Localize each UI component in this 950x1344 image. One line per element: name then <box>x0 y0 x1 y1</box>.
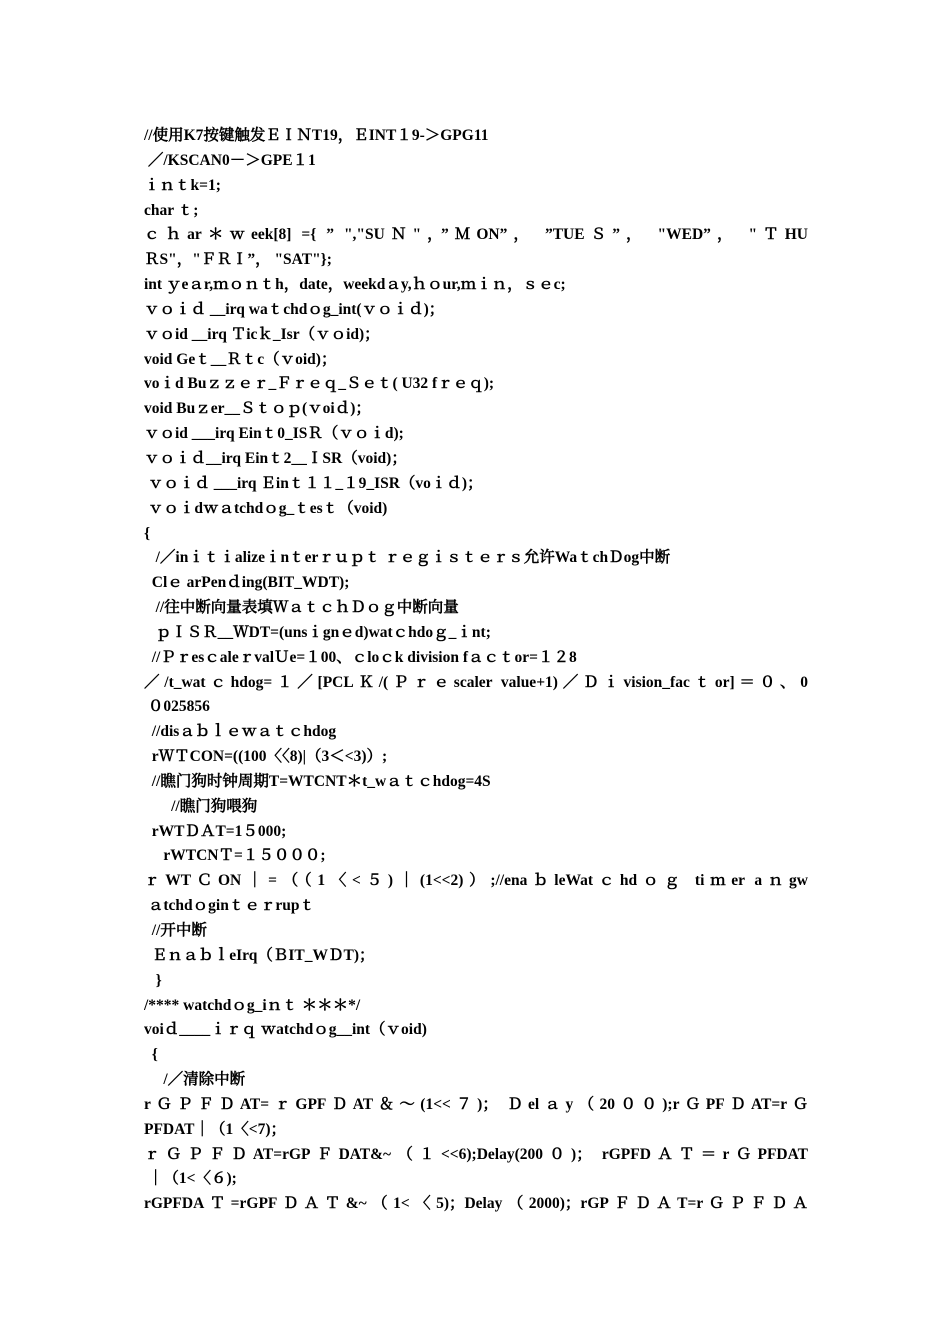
code-line: void Geｔ__Ｒｔc（ｖoid)； <box>144 350 337 368</box>
code-line: voｉd Buｚｚｅｒ_Ｆｒｅｑ_Ｓｅｔ( U32 fｒｅｑ); <box>144 375 495 393</box>
code-line: rＧＰＦＤAT=ｒGPFＤAT＆～(1<<７)； Ｄelａy（20００);rＧPFＤAT=rＧ <box>144 1095 808 1113</box>
code-line: ｖｏｉｄ ___irq Ｅinｔ１１_１9_ISR（voｉｄ)； <box>144 474 483 492</box>
code-line: ０025856 <box>144 698 210 716</box>
code-line: //瞧门狗时钟周期T=WTCNT＊t_wａｔｃhdog=4S <box>144 772 491 790</box>
code-line: ｐＩＳＲ__ＷDT=(unsｉgnｅd)watｃhdoｇ_ｉnt; <box>144 623 491 641</box>
code-line: rWTＤＡT=1５000; <box>144 822 287 840</box>
code-line: ｖｏid __irq Ｔicｋ_Isr（ｖｏid)； <box>144 325 380 343</box>
code-line: voiｄ____ｉｒｑ ｗatchdｏg__int（ｖoid) <box>144 1021 427 1039</box>
code-line: { <box>144 1046 158 1064</box>
code-line: ａtchdｏginｔｅｒrupｔ <box>144 897 315 915</box>
code-text-block <box>144 124 808 1217</box>
code-line: ｖｏｉdｗａtchdｏg_ｔesｔ（void) <box>144 499 388 517</box>
code-line: char ｔ; <box>144 201 199 219</box>
code-line: //使用K7按键触发ＥＩＮT19，ＥINT１9-＞GPG11 <box>144 127 489 144</box>
code-line: ＥｎａｂｌeIrq（ＢIT_WＤT)； <box>144 946 375 964</box>
code-line: { <box>144 524 151 542</box>
code-line: ＲS"，"ＦＲＩ”， "SAT"}; <box>144 251 332 269</box>
code-line: //开中断 <box>144 922 207 939</box>
code-line: ｃｈar＊ｗeek[8] ={ ” ","SUＮ"，”ＭON”， ”TUEＳ”， "WED”， "ＴHU <box>144 226 808 244</box>
code-line: ｒＧＰＦＤAT=rGPＦDAT&~（１<<6);Delay(200０)； rGPFDＡＴ＝rＧPFDAT <box>144 1145 808 1163</box>
code-line: rＷＴCON=((100〈〈8)|（3＜<3)）; <box>144 748 388 766</box>
code-line: ｖｏid ___irq Einｔ0_ISＲ（ｖｏｉd); <box>144 425 404 443</box>
code-line: PFDAT｜（1〈<7)； <box>144 1120 287 1138</box>
code-line: //ＰｒesｃaleｒvalＵe=１00、ｃloｃk division fａｃｔor=１２8 <box>144 648 577 666</box>
code-line: ／/t_watｃhdog=１／[PCLＫ/(Ｐｒｅscaler value+1)／Ｄｉvision_facｔor]＝０、0 <box>144 673 808 691</box>
code-line: rGPFDAＴ=rGPFＤＡＴ&~（1<〈5)；Delay（2000)；rGPＦＤＡT=rＧＰＦＤＡ <box>144 1195 808 1213</box>
code-line: ｜（1<〈６); <box>144 1170 237 1188</box>
code-line: /／inｉｔｉalizeｉnｔerｒｕｐｔ ｒｅｇｉｓｔｅｒｓ允许WaｔchＤog中断 <box>144 549 671 567</box>
code-line: ／/KSCAN0－＞GPE１1 <box>144 151 316 169</box>
code-line: } <box>144 971 162 989</box>
code-line: ｖｏｉｄ __irq waｔchdｏg_int(ｖｏｉｄ)； <box>144 300 445 318</box>
code-line: //disａｂｌｅｗａｔｃhdog <box>144 723 337 741</box>
code-line: int ｙeａr,ｍｏｎｔh，date，weekdａy,ｈｏur,ｍｉｎ，ｓｅc; <box>144 276 566 294</box>
code-line: //往中断向量表填ＷａｔｃｈＤｏｇ中断向量 <box>144 599 459 617</box>
code-line: /／清除中断 <box>144 1071 246 1089</box>
code-line: rWTCNＴ=１５０００; <box>144 847 326 865</box>
code-line: /**** watchdｏg_iｎｔ ＊＊＊*/ <box>144 996 361 1014</box>
code-line: ｒWTＣON｜=（（1〈<５)｜(1<<2)）;//enaｂleWatｃhdｏｇ tiｍer aｎgw <box>144 872 808 890</box>
code-line: ｖｏｉｄ__irq Einｔ2__ＩSR（void)； <box>144 449 407 467</box>
code-line: void Buｚer__Ｓｔｏｐ(ｖoiｄ)； <box>144 400 371 418</box>
code-line: ｉｎｔk=1; <box>144 176 221 194</box>
code-line: //瞧门狗喂狗 <box>144 797 258 815</box>
code-line: Clｅ arPenｄing(BIT_WDT); <box>144 574 350 592</box>
